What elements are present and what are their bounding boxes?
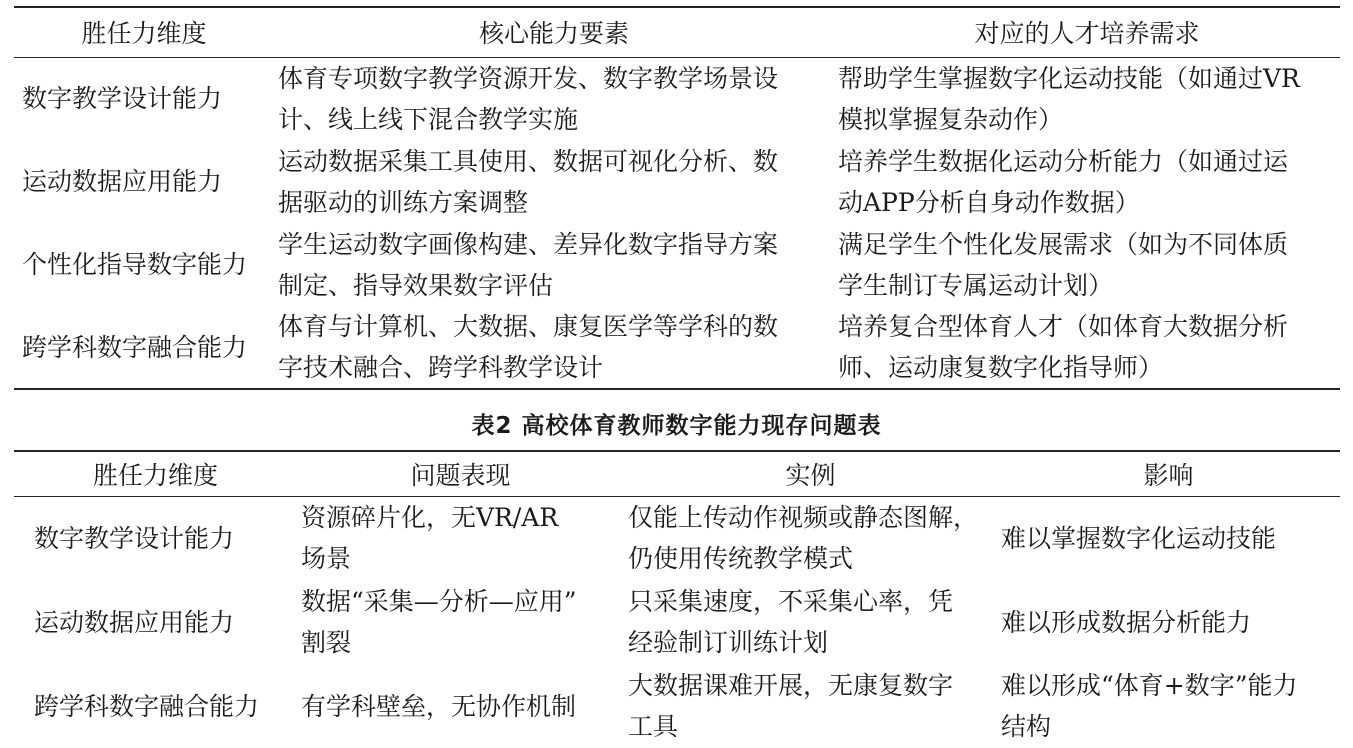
cell-line: 计、线上线下混合教学实施: [278, 104, 579, 134]
header-dimension: 胜任力维度: [14, 7, 274, 57]
dimension-cell: 数字教学设计能力: [22, 84, 223, 114]
dimension-cell: 数字教学设计能力: [34, 523, 235, 553]
example-cell: [624, 664, 997, 748]
cell-line: 培养学生数据化运动分析能力（如通过运: [838, 146, 1289, 176]
header-training-needs: 对应的人才培养需求: [834, 7, 1340, 57]
cell-line: 帮助学生掌握数字化运动技能（如通过VR: [838, 63, 1300, 93]
cell-line: 难以掌握数字化运动技能: [1001, 523, 1277, 553]
problem-cell: [297, 496, 624, 580]
cell-line: 字技术融合、跨学科教学设计: [278, 353, 604, 382]
cell-line: 培养复合型体育人才（如体育大数据分析: [838, 312, 1289, 341]
impact-cell: [997, 496, 1340, 580]
cell-line: 只采集速度，不采集心率，凭: [628, 587, 954, 616]
cell-line: 仍使用传统教学模式: [628, 544, 854, 574]
needs-cell: [834, 306, 1340, 389]
table-row: [14, 306, 1340, 389]
cell-line: 学生制订专属运动计划）: [838, 270, 1114, 300]
dimension-cell: 个性化指导数字能力: [22, 250, 248, 279]
cell-line: 模拟掌握复杂动作）: [838, 104, 1064, 134]
cell-line: 工具: [628, 712, 679, 741]
elements-cell: [274, 140, 834, 223]
cell-line: 场景: [301, 544, 352, 574]
cell-line: 有学科壁垒，无协作机制: [301, 691, 577, 721]
table-row: [14, 580, 1340, 664]
table-row: [14, 664, 1340, 748]
dimension-cell: 运动数据应用能力: [22, 167, 223, 196]
table-caption: 表2 高校体育教师数字能力现存问题表: [471, 413, 882, 439]
header-dimension: 胜任力维度: [14, 451, 297, 496]
cell-line: 据驱动的训练方案调整: [278, 187, 529, 217]
table-header-row: [14, 7, 1340, 57]
elements-cell: [274, 306, 834, 389]
cell-line: 结构: [1001, 712, 1052, 741]
cell-line: 仅能上传动作视频或静态图解，: [628, 503, 979, 533]
table-row: [14, 57, 1340, 140]
needs-cell: [834, 140, 1340, 223]
impact-cell: [997, 580, 1340, 664]
table-header-row: [14, 451, 1340, 496]
cell-line: 动APP分析自身动作数据）: [838, 187, 1140, 217]
needs-cell: [834, 223, 1340, 306]
cell-line: 难以形成“体育+数字”能力: [1001, 671, 1298, 700]
elements-cell: [274, 223, 834, 306]
dimension-cell: 运动数据应用能力: [34, 607, 235, 637]
problem-cell: [297, 580, 624, 664]
problem-cell: [297, 664, 624, 748]
cell-line: 运动数据采集工具使用、数据可视化分析、数: [278, 146, 779, 176]
elements-cell: [274, 57, 834, 140]
needs-cell: [834, 57, 1340, 140]
cell-line: 资源碎片化，无VR/AR: [301, 503, 559, 533]
cell-line: 大数据课难开展，无康复数字: [628, 671, 954, 700]
competency-table: [14, 6, 1340, 390]
header-problem: 问题表现: [297, 451, 624, 496]
header-impact: 影响: [997, 451, 1340, 496]
cell-line: 割裂: [301, 628, 352, 657]
cell-line: 体育与计算机、大数据、康复医学等学科的数: [278, 312, 779, 341]
cell-line: 学生运动数字画像构建、差异化数字指导方案: [278, 229, 779, 259]
problems-table: [14, 450, 1340, 748]
table-row: [14, 140, 1340, 223]
header-example: 实例: [624, 451, 997, 496]
cell-line: 经验制订训练计划: [628, 628, 829, 657]
dimension-cell: 跨学科数字融合能力: [22, 332, 248, 362]
cell-line: 体育专项数字教学资源开发、数字教学场景设: [278, 63, 779, 93]
impact-cell: [997, 664, 1340, 748]
cell-line: 师、运动康复数字化指导师）: [838, 353, 1164, 382]
example-cell: [624, 496, 997, 580]
dimension-cell: 跨学科数字融合能力: [34, 691, 260, 721]
cell-line: 制定、指导效果数字评估: [278, 270, 554, 300]
cell-line: 数据“采集—分析—应用”: [301, 587, 577, 616]
cell-line: 难以形成数据分析能力: [1001, 607, 1252, 637]
table-row: [14, 223, 1340, 306]
header-core-elements: 核心能力要素: [274, 7, 834, 57]
table-row: [14, 496, 1340, 580]
cell-line: 满足学生个性化发展需求（如为不同体质: [838, 229, 1289, 259]
example-cell: [624, 580, 997, 664]
